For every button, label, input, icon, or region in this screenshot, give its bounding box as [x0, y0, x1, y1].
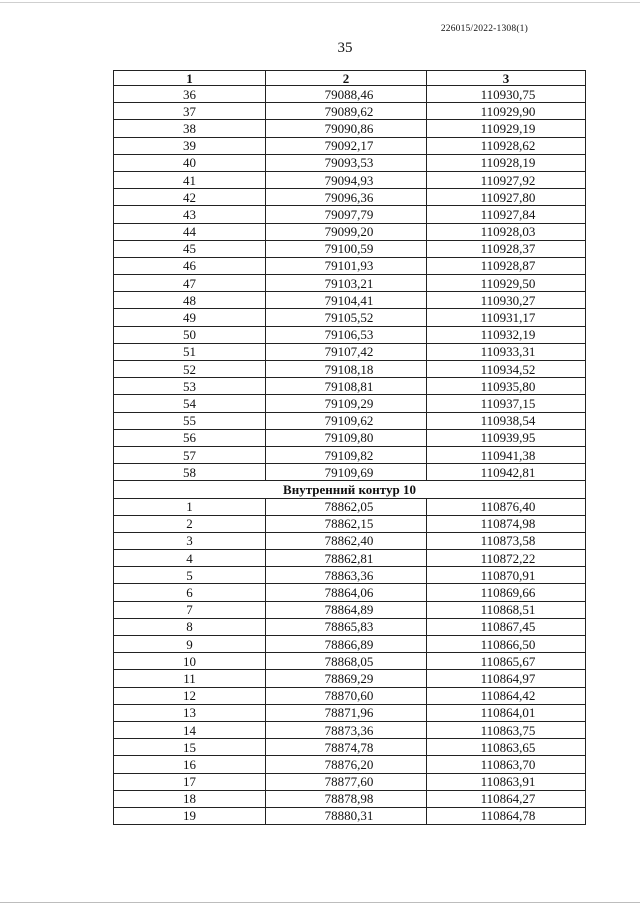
- coordinate-y-cell: 110927,80: [427, 189, 586, 206]
- coordinate-x-cell: 78869,29: [266, 670, 427, 687]
- coordinate-x-cell: 79103,21: [266, 275, 427, 292]
- coordinate-x-cell: 79100,59: [266, 240, 427, 257]
- table-row: [114, 223, 586, 240]
- coordinate-y-cell: 110870,91: [427, 567, 586, 584]
- coordinate-y-cell: 110863,70: [427, 756, 586, 773]
- coordinate-x-cell: 78868,05: [266, 653, 427, 670]
- table-row: [114, 515, 586, 532]
- point-number-cell: 2: [114, 515, 266, 532]
- coordinate-y-cell: 110941,38: [427, 446, 586, 463]
- coordinate-y-cell: 110927,92: [427, 171, 586, 188]
- coordinate-x-cell: 79088,46: [266, 86, 427, 103]
- point-number-cell: 1: [114, 498, 266, 515]
- coordinate-y-cell: 110864,01: [427, 704, 586, 721]
- table-row: [114, 687, 586, 704]
- coordinate-x-cell: 78870,60: [266, 687, 427, 704]
- point-number-cell: 15: [114, 739, 266, 756]
- coordinate-x-cell: 78877,60: [266, 773, 427, 790]
- coordinate-y-cell: 110935,80: [427, 378, 586, 395]
- point-number-cell: 42: [114, 189, 266, 206]
- table-row: [114, 653, 586, 670]
- point-number-cell: 19: [114, 807, 266, 824]
- point-number-cell: 6: [114, 584, 266, 601]
- coordinate-y-cell: 110873,58: [427, 532, 586, 549]
- coordinate-y-cell: 110863,65: [427, 739, 586, 756]
- point-number-cell: 51: [114, 343, 266, 360]
- coordinate-x-cell: 79109,69: [266, 464, 427, 481]
- coordinate-y-cell: 110872,22: [427, 550, 586, 567]
- coordinate-y-cell: 110928,03: [427, 223, 586, 240]
- point-number-cell: 10: [114, 653, 266, 670]
- coordinate-y-cell: 110934,52: [427, 361, 586, 378]
- table-row: [114, 567, 586, 584]
- point-number-cell: 49: [114, 309, 266, 326]
- coordinate-y-cell: 110933,31: [427, 343, 586, 360]
- point-number-cell: 12: [114, 687, 266, 704]
- point-number-cell: 45: [114, 240, 266, 257]
- coordinate-x-cell: 79109,29: [266, 395, 427, 412]
- coordinate-y-cell: 110930,75: [427, 86, 586, 103]
- point-number-cell: 41: [114, 171, 266, 188]
- table-row: [114, 206, 586, 223]
- table-row: [114, 309, 586, 326]
- table-row: [114, 361, 586, 378]
- coordinate-y-cell: 110866,50: [427, 636, 586, 653]
- coordinate-y-cell: 110928,19: [427, 154, 586, 171]
- table-row: [114, 601, 586, 618]
- coordinate-y-cell: 110876,40: [427, 498, 586, 515]
- coordinate-y-cell: 110874,98: [427, 515, 586, 532]
- point-number-cell: 56: [114, 429, 266, 446]
- point-number-cell: 53: [114, 378, 266, 395]
- coordinate-x-cell: 78862,40: [266, 532, 427, 549]
- point-number-cell: 7: [114, 601, 266, 618]
- point-number-cell: 17: [114, 773, 266, 790]
- table-row: [114, 429, 586, 446]
- table-row: [114, 670, 586, 687]
- coordinate-x-cell: 79109,62: [266, 412, 427, 429]
- coordinate-x-cell: 79089,62: [266, 103, 427, 120]
- point-number-cell: 16: [114, 756, 266, 773]
- point-number-cell: 11: [114, 670, 266, 687]
- coordinate-x-cell: 79108,81: [266, 378, 427, 395]
- table-row: [114, 395, 586, 412]
- point-number-cell: 13: [114, 704, 266, 721]
- table-row: [114, 154, 586, 171]
- bottom-rule: [0, 902, 640, 903]
- point-number-cell: 3: [114, 532, 266, 549]
- coordinate-y-cell: 110928,87: [427, 257, 586, 274]
- coordinate-x-cell: 78871,96: [266, 704, 427, 721]
- coordinate-x-cell: 78866,89: [266, 636, 427, 653]
- point-number-cell: 38: [114, 120, 266, 137]
- document-id: 226015/2022-1308(1): [440, 24, 528, 34]
- coordinate-y-cell: 110864,97: [427, 670, 586, 687]
- table-row: [114, 464, 586, 481]
- coordinate-x-cell: 79109,80: [266, 429, 427, 446]
- point-number-cell: 54: [114, 395, 266, 412]
- point-number-cell: 14: [114, 721, 266, 738]
- table-body: [114, 86, 586, 825]
- coordinate-y-cell: 110928,62: [427, 137, 586, 154]
- coordinate-y-cell: 110932,19: [427, 326, 586, 343]
- table-row: [114, 137, 586, 154]
- table-row: [114, 86, 586, 103]
- table-row: [114, 721, 586, 738]
- point-number-cell: 44: [114, 223, 266, 240]
- table-row: [114, 773, 586, 790]
- section-title: Внутренний контур 10: [114, 481, 586, 498]
- coordinate-x-cell: 79096,36: [266, 189, 427, 206]
- section-row: [114, 481, 586, 498]
- point-number-cell: 57: [114, 446, 266, 463]
- table-row: [114, 550, 586, 567]
- coordinate-x-cell: 79093,53: [266, 154, 427, 171]
- column-header-2: 2: [266, 71, 427, 86]
- coordinate-x-cell: 78880,31: [266, 807, 427, 824]
- coordinate-x-cell: 79105,52: [266, 309, 427, 326]
- table-row: [114, 292, 586, 309]
- coordinate-x-cell: 78862,15: [266, 515, 427, 532]
- coordinate-y-cell: 110929,50: [427, 275, 586, 292]
- point-number-cell: 39: [114, 137, 266, 154]
- coordinate-y-cell: 110937,15: [427, 395, 586, 412]
- coordinate-x-cell: 79092,17: [266, 137, 427, 154]
- coordinate-x-cell: 78862,81: [266, 550, 427, 567]
- table-row: [114, 636, 586, 653]
- table-row: [114, 790, 586, 807]
- coordinate-y-cell: 110938,54: [427, 412, 586, 429]
- coordinate-x-cell: 79108,18: [266, 361, 427, 378]
- coordinate-y-cell: 110864,42: [427, 687, 586, 704]
- coordinate-x-cell: 79109,82: [266, 446, 427, 463]
- point-number-cell: 36: [114, 86, 266, 103]
- coordinate-x-cell: 79090,86: [266, 120, 427, 137]
- coordinate-x-cell: 78865,83: [266, 618, 427, 635]
- coordinates-table: [113, 70, 586, 825]
- coordinate-y-cell: 110867,45: [427, 618, 586, 635]
- coordinate-y-cell: 110863,75: [427, 721, 586, 738]
- table-row: [114, 171, 586, 188]
- point-number-cell: 52: [114, 361, 266, 378]
- table-row: [114, 412, 586, 429]
- coordinate-x-cell: 78876,20: [266, 756, 427, 773]
- table-row: [114, 618, 586, 635]
- point-number-cell: 4: [114, 550, 266, 567]
- coordinate-x-cell: 79107,42: [266, 343, 427, 360]
- table-row: [114, 120, 586, 137]
- table-row: [114, 704, 586, 721]
- coordinate-x-cell: 78863,36: [266, 567, 427, 584]
- coordinate-x-cell: 79104,41: [266, 292, 427, 309]
- table-row: [114, 807, 586, 824]
- point-number-cell: 43: [114, 206, 266, 223]
- table-row: [114, 756, 586, 773]
- table-row: [114, 498, 586, 515]
- table-row: [114, 532, 586, 549]
- coordinate-y-cell: 110929,90: [427, 103, 586, 120]
- table-row: [114, 584, 586, 601]
- point-number-cell: 40: [114, 154, 266, 171]
- coordinate-y-cell: 110865,67: [427, 653, 586, 670]
- coordinate-y-cell: 110942,81: [427, 464, 586, 481]
- coordinate-x-cell: 78873,36: [266, 721, 427, 738]
- coordinate-y-cell: 110939,95: [427, 429, 586, 446]
- coordinate-x-cell: 79094,93: [266, 171, 427, 188]
- coordinate-y-cell: 110864,78: [427, 807, 586, 824]
- coordinate-y-cell: 110927,84: [427, 206, 586, 223]
- table-row: [114, 446, 586, 463]
- point-number-cell: 47: [114, 275, 266, 292]
- table-row: [114, 257, 586, 274]
- table-row: [114, 739, 586, 756]
- table-row: [114, 326, 586, 343]
- coordinate-x-cell: 79099,20: [266, 223, 427, 240]
- column-header-3: 3: [427, 71, 586, 86]
- point-number-cell: 5: [114, 567, 266, 584]
- coordinate-y-cell: 110868,51: [427, 601, 586, 618]
- point-number-cell: 18: [114, 790, 266, 807]
- point-number-cell: 58: [114, 464, 266, 481]
- coordinate-x-cell: 79101,93: [266, 257, 427, 274]
- coordinate-y-cell: 110864,27: [427, 790, 586, 807]
- coordinate-x-cell: 79097,79: [266, 206, 427, 223]
- coordinate-y-cell: 110928,37: [427, 240, 586, 257]
- top-rule: [0, 2, 640, 3]
- coordinate-y-cell: 110930,27: [427, 292, 586, 309]
- point-number-cell: 55: [114, 412, 266, 429]
- point-number-cell: 9: [114, 636, 266, 653]
- coordinate-x-cell: 78862,05: [266, 498, 427, 515]
- point-number-cell: 46: [114, 257, 266, 274]
- coordinate-y-cell: 110931,17: [427, 309, 586, 326]
- column-header-1: 1: [114, 71, 266, 86]
- table-row: [114, 343, 586, 360]
- table-header-row: [114, 71, 586, 86]
- coordinate-x-cell: 79106,53: [266, 326, 427, 343]
- point-number-cell: 50: [114, 326, 266, 343]
- point-number-cell: 48: [114, 292, 266, 309]
- coordinate-y-cell: 110929,19: [427, 120, 586, 137]
- table-row: [114, 240, 586, 257]
- coordinate-y-cell: 110863,91: [427, 773, 586, 790]
- page-number: 35: [337, 40, 353, 56]
- coordinate-y-cell: 110869,66: [427, 584, 586, 601]
- point-number-cell: 8: [114, 618, 266, 635]
- coordinate-x-cell: 78878,98: [266, 790, 427, 807]
- table-row: [114, 378, 586, 395]
- point-number-cell: 37: [114, 103, 266, 120]
- coordinate-x-cell: 78864,06: [266, 584, 427, 601]
- coordinate-x-cell: 78874,78: [266, 739, 427, 756]
- table-row: [114, 103, 586, 120]
- table-row: [114, 189, 586, 206]
- table-row: [114, 275, 586, 292]
- coordinate-x-cell: 78864,89: [266, 601, 427, 618]
